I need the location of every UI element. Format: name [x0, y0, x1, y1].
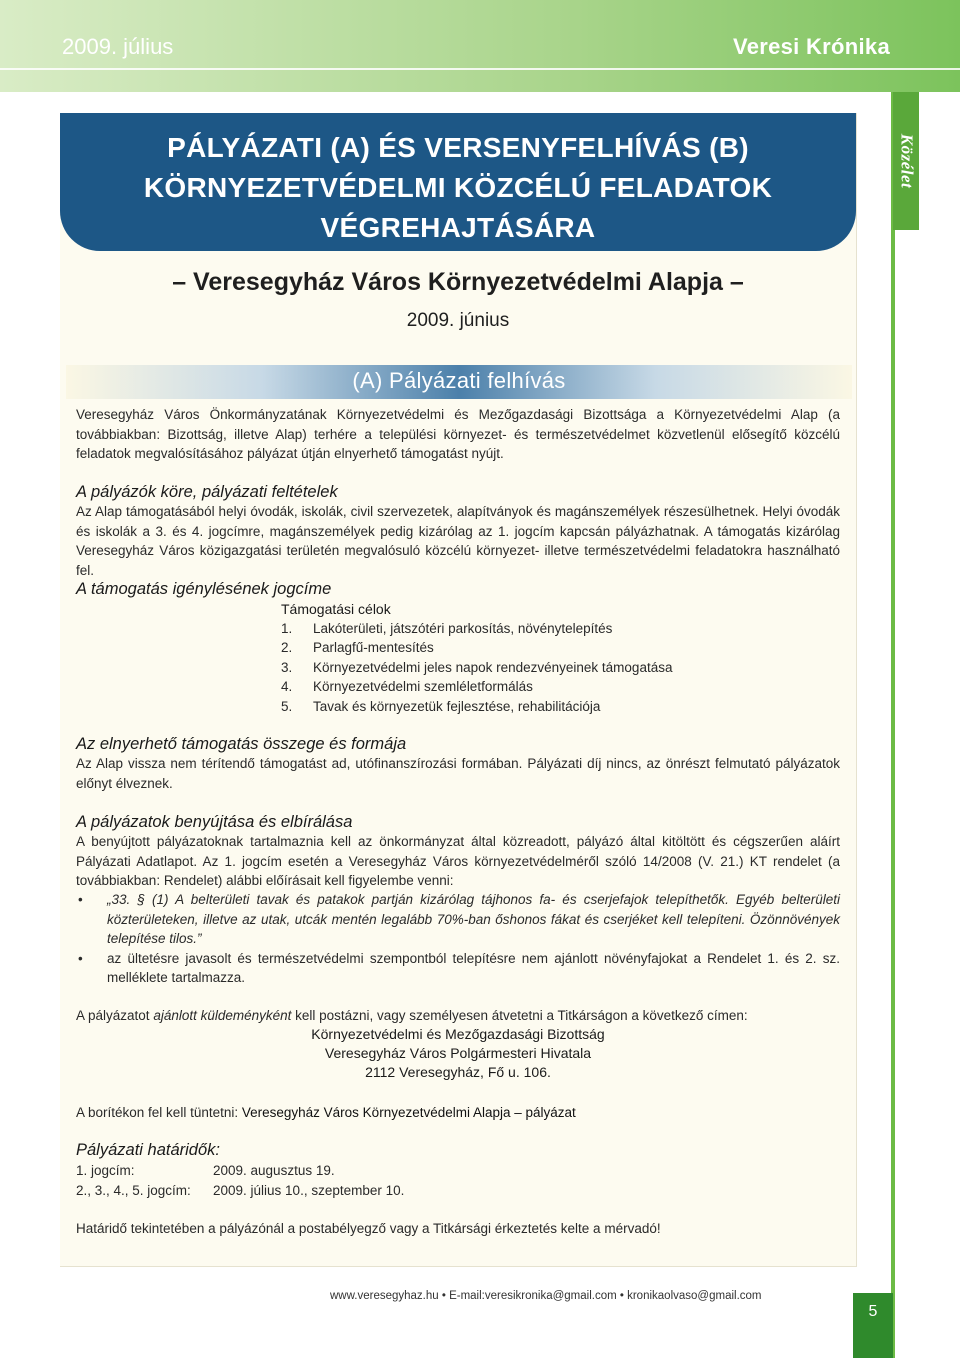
deadline-note: Határidő tekintetében a pályázónál a postabélyegző vagy a Titkársági érkeztetés kelte a mérvadó!	[76, 1221, 661, 1236]
heading-amount: Az elnyerhető támogatás összege és formája	[76, 735, 407, 753]
aims-list	[281, 619, 841, 716]
heading-entitlement: A támogatás igénylésének jogcíme	[76, 580, 332, 598]
regulation-bullets	[76, 890, 840, 988]
list-item: 5. Tavak és környezetük fejlesztése, rehabilitációja	[281, 698, 601, 714]
issue-date: 2009. július	[62, 34, 174, 59]
title-line-1: PÁLYÁZATI (A) ÉS VERSENYFELHÍVÁS (B)	[167, 132, 749, 163]
list-item: • „33. § (1) A belterületi tavak és patakok partján kizárólag tájhonos fa- és cserjefajok telepíthetők. Egyéb belterületi közterületeken, illetve az utak, utcák mentén legalább 70%-ban őshonos fákat és cserjéket kell telepíteni. Özönnövények telepítése tilos.”	[78, 892, 840, 946]
article-subtitle: – Veresegyház Város Környezetvédelmi Alapja –	[172, 268, 744, 296]
section-tab	[893, 92, 919, 230]
article-title	[60, 128, 856, 248]
article-date: 2009. június	[406, 310, 510, 331]
title-line-3: VÉGREHAJTÁSÁRA	[320, 212, 596, 243]
side-rail	[891, 92, 895, 1358]
posting-paragraph: A pályázatot ajánlott küldeményként kell postázni, vagy személyesen átvetetni a Titkárságon a következő címen:	[76, 1008, 748, 1023]
deadlines-list	[76, 1161, 404, 1201]
heading-applicants: A pályázók köre, pályázati feltételek	[76, 483, 338, 501]
intro-paragraph: Veresegyház Város Önkormányzatának Környezetvédelmi és Mezőgazdasági Bizottsága a Környezetvédelmi Alap (a továbbiakban: Bizottság, illetve Alap) terhére a települési környezet- és természetvédelmet közvetlenül elősegítő közcélú feladatok megvalósításához pályázat útján elnyerhető támogatást nyújt.	[76, 407, 840, 461]
address-line-2: Veresegyház Város Polgármesteri Hivatala	[324, 1045, 592, 1061]
list-item: • az ültetésre javasolt és természetvédelmi szempontból telepítésre nem ajánlott növényfajokat a Rendelet 1. és 2. sz. melléklete tartalmazza.	[78, 950, 840, 985]
submission-paragraph: A benyújtott pályázatoknak tartalmaznia kell az önkormányzat által közreadott, pályázó által kitöltött és cégszerűen aláírt Pályázati Adatlapot. Az 1. jogcím esetén a Veresegyház Város környezetvédelméről szóló 14/2008 (V. 21.) KT rendelet (a továbbiakban: Rendelet) alábbi előírásait kell figyelembe venni:	[76, 834, 840, 888]
header-divider	[0, 68, 960, 70]
amount-paragraph: Az Alap vissza nem térítendő támogatást ad, utófinanszírozási formában. Pályázati díj nincs, az önrészt felmutató pályázatok előnyt élveznek.	[76, 756, 840, 791]
list-item: 2., 3., 4., 5. jogcím: 2009. július 10., szeptember 10.	[76, 1183, 405, 1198]
address-line-3: 2112 Veresegyház, Fő u. 106.	[365, 1064, 551, 1080]
envelope-paragraph: A borítékon fel kell tüntetni: Veresegyház Város Környezetvédelmi Alapja – pályázat	[76, 1105, 576, 1120]
list-item: 4. Környezetvédelmi szemléletformálás	[281, 679, 533, 695]
list-item: 1. jogcím: 2009. augusztus 19.	[76, 1163, 335, 1178]
heading-submission: A pályázatok benyújtása és elbírálása	[76, 813, 353, 831]
title-line-2: KÖRNYEZETVÉDELMI KÖZCÉLÚ FELADATOK	[143, 172, 773, 203]
address-line-1: Környezetvédelmi és Mezőgazdasági Bizottság	[311, 1026, 605, 1042]
footer-contacts: www.veresegyhaz.hu • E-mail:veresikronika@gmail.com • kronikaolvaso@gmail.com	[330, 1290, 762, 1302]
heading-deadlines: Pályázati határidők:	[76, 1141, 220, 1159]
aims-title: Támogatási célok	[281, 601, 391, 617]
publication-name: Veresi Krónika	[732, 34, 890, 59]
section-title: (A) Pályázati felhívás	[352, 368, 566, 393]
list-item: 3. Környezetvédelmi jeles napok rendezvényeinek támogatása	[281, 659, 673, 675]
list-item: 1. Lakóterületi, játszótéri parkosítás, növénytelepítés	[281, 621, 613, 636]
list-item: 2. Parlagfű-mentesítés	[281, 640, 434, 656]
page-number: 5	[868, 1303, 878, 1320]
section-tab-label: Közélet	[897, 133, 916, 189]
applicants-paragraph: Az Alap támogatásából helyi óvodák, iskolák, civil szervezetek, alapítványok és magánszemélyek részesülhetnek. Helyi óvodák és iskolák a 3. és 4. jogcímre, magánszemélyek pedig kizárólag az 1. jogcím kapcsán pályázhatnak. A támogatás kizárólag Veresegyház Város közigazgatási területén megvalósuló közcélú környezet- illetve természetvédelmi feladatokra használható fel.	[76, 504, 840, 578]
